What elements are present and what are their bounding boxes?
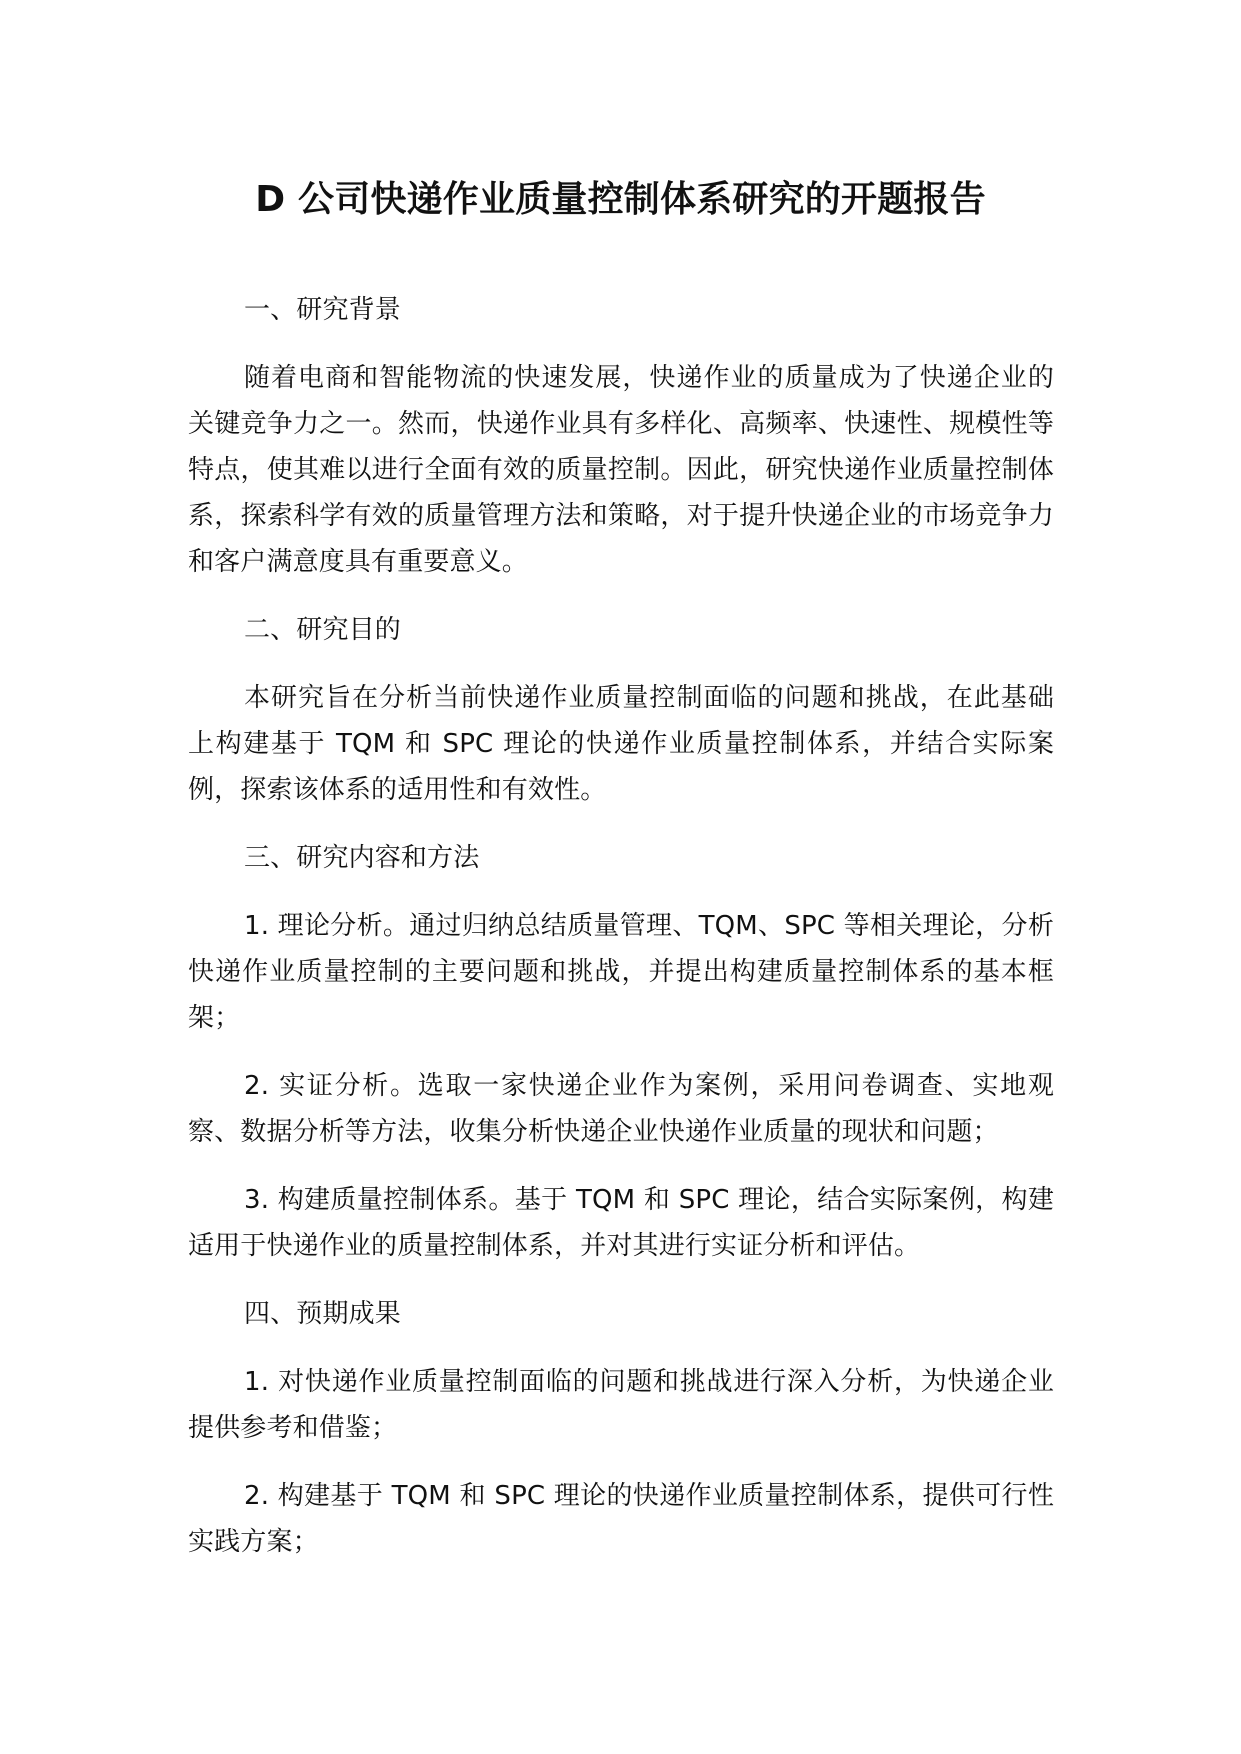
expected-result-item-2: 2. 构建基于 TQM 和 SPC 理论的快递作业质量控制体系，提供可行性实践方案； [188, 1481, 1054, 1557]
method-item-theory: 1. 理论分析。通过归纳总结质量管理、TQM、SPC 等相关理论，分析快递作业质量控制的主要问题和挑战，并提出构建质量控制体系的基本框架； [188, 911, 1054, 1033]
section-heading-background: 一、研究背景 [244, 295, 401, 325]
document-title: D 公司快递作业质量控制体系研究的开题报告 [255, 179, 986, 220]
expected-result-item-1: 1. 对快递作业质量控制面临的问题和挑战进行深入分析，为快递企业提供参考和借鉴； [188, 1367, 1054, 1443]
section-heading-content-methods: 三、研究内容和方法 [244, 843, 480, 873]
purpose-paragraph: 本研究旨在分析当前快递作业质量控制面临的问题和挑战，在此基础上构建基于 TQM 和 SPC 理论的快递作业质量控制体系，并结合实际案例，探索该体系的适用性和有效性。 [188, 683, 1054, 805]
method-item-empirical: 2. 实证分析。选取一家快递企业作为案例，采用问卷调查、实地观察、数据分析等方法，收集分析快递企业快递作业质量的现状和问题； [188, 1071, 1054, 1147]
section-heading-purpose: 二、研究目的 [244, 615, 401, 645]
method-item-system: 3. 构建质量控制体系。基于 TQM 和 SPC 理论，结合实际案例，构建适用于快递作业的质量控制体系，并对其进行实证分析和评估。 [188, 1185, 1054, 1261]
section-heading-expected-results: 四、预期成果 [244, 1299, 401, 1329]
document-body [188, 287, 1054, 1565]
background-paragraph: 随着电商和智能物流的快速发展，快递作业的质量成为了快递企业的关键竞争力之一。然而，快递作业具有多样化、高频率、快速性、规模性等特点，使其难以进行全面有效的质量控制。因此，研究快递作业质量控制体系，探索科学有效的质量管理方法和策略，对于提升快递企业的市场竞争力和客户满意度具有重要意义。 [188, 363, 1054, 577]
